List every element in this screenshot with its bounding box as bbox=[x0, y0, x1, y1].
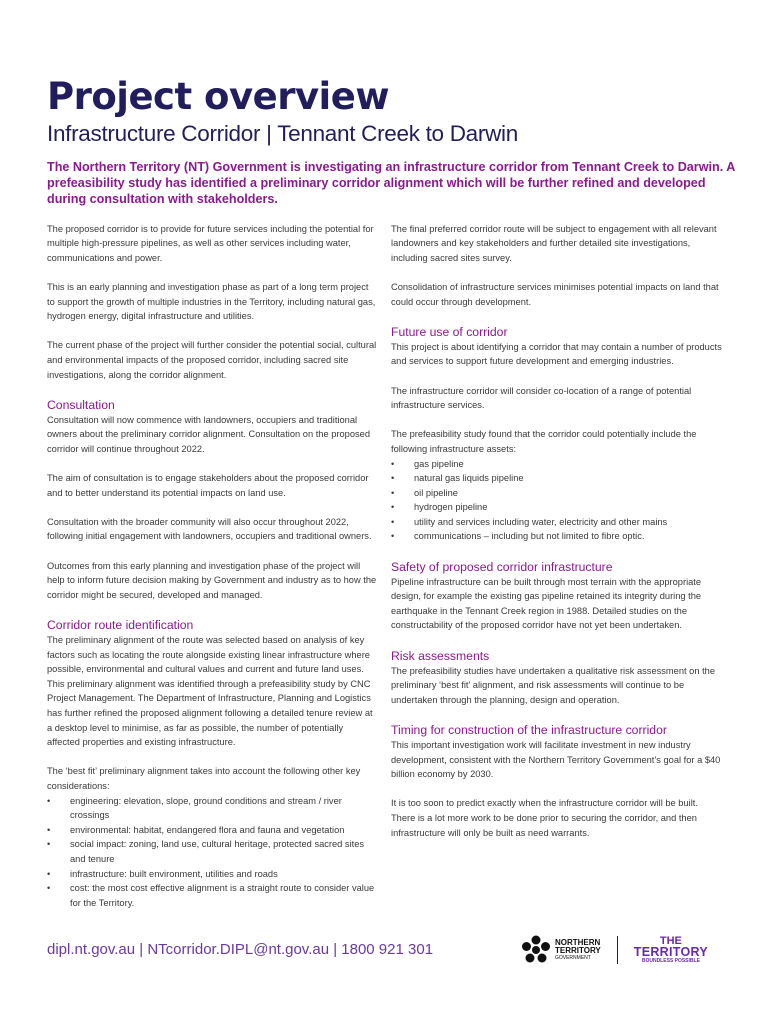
section-heading-risk: Risk assessments bbox=[391, 648, 490, 663]
paragraph: Consolidation of infrastructure services minimises potential impacts on land that could occur through development. bbox=[391, 281, 719, 307]
list-item: • hydrogen pipeline bbox=[391, 500, 723, 515]
territory-logo-line: THE bbox=[659, 934, 682, 947]
nt-government-logo bbox=[521, 935, 601, 965]
footer-contact[interactable]: dipl.nt.gov.au | NTcorridor.DIPL@nt.gov.au | 1800 921 301 bbox=[47, 941, 434, 959]
paragraph: This is an early planning and investigation phase as part of a long term project to support the growth of multiple industries in the Territory, including natural gas, hydrogen energy, digital infrastructure and utilities. bbox=[47, 281, 376, 322]
section-heading-safety: Safety of proposed corridor infrastructure bbox=[391, 559, 613, 574]
paragraph: Consultation with the broader community will also occur throughout 2022, following initial engagement with landowners, occupiers and traditional owners. bbox=[47, 516, 372, 542]
paragraph: The aim of consultation is to engage stakeholders about the proposed corridor and to better understand its potential impacts on land use. bbox=[47, 473, 369, 498]
section-heading-consultation: Consultation bbox=[47, 397, 115, 412]
paragraph: The ‘best fit’ preliminary alignment takes into account the following other key considerations: bbox=[47, 766, 361, 791]
section-heading-timing: Timing for construction of the infrastructure corridor bbox=[391, 723, 667, 738]
territory-logo-line: TERRITORY bbox=[633, 944, 708, 959]
section-heading-future-use: Future use of corridor bbox=[391, 324, 508, 339]
list-item: • social impact: zoning, land use, cultural heritage, protected sacred sites and tenure bbox=[47, 837, 377, 866]
footer bbox=[47, 935, 723, 965]
paragraph: This project is about identifying a corridor that may contain a number of products and services to support future development and emerging industries. bbox=[391, 341, 722, 367]
ntg-logo-line: GOVERNMENT bbox=[554, 954, 591, 961]
paragraph: The proposed corridor is to provide for future services including the potential for multiple high-pressure pipelines, as well as other services including water, communications and power. bbox=[47, 223, 374, 263]
paragraph: The preliminary alignment of the route was selected based on analysis of key factors such as locating the route alongside existing linear infrastructure where possible, environmental and cultural values and current and future land uses. This preliminary alignment was identified through a prefeasibility study by CNC Project Management. The Department of Infrastructure, Planning and Logistics has further refined the proposed alignment following a detailed tenure review at a desktop level to minimise, as far as possible, the number of potentially affected properties and existing infrastructure. bbox=[47, 635, 373, 748]
considerations-list bbox=[47, 794, 377, 911]
list-item: • natural gas liquids pipeline bbox=[391, 471, 723, 486]
paragraph: Consultation will now commence with landowners, occupiers and traditional owners about the preliminary corridor alignment. Consultation on the proposed corridor will continue throughout 2022. bbox=[47, 414, 370, 454]
paragraph: The current phase of the project will further consider the potential social, cultural and environmental impacts of the proposed corridor, including sacred site investigations, along the corridor alignment. bbox=[47, 340, 377, 380]
right-column bbox=[391, 222, 723, 855]
list-item: • infrastructure: built environment, utilities and roads bbox=[47, 867, 377, 882]
ntg-logo-line: TERRITORY bbox=[554, 945, 601, 955]
paragraph: This important investigation work will facilitate investment in new industry development, consistent with the Northern Territory Government’s goal for a $40 billion economy by 2030. bbox=[391, 740, 721, 780]
paragraph: The final preferred corridor route will be subject to engagement with all relevant landowners and key stakeholders and further detailed site investigations, including sacred sites survey. bbox=[391, 223, 717, 263]
logo-divider bbox=[617, 936, 618, 964]
paragraph: Outcomes from this early planning and investigation phase of the project will help to inform future decision making by Government and industry as to how the corridor might be secured, developed and managed. bbox=[47, 560, 377, 600]
paragraph: The infrastructure corridor will consider co-location of a range of potential infrastructure services. bbox=[391, 385, 692, 411]
list-item: • gas pipeline bbox=[391, 457, 723, 472]
list-item: • utility and services including water, electricity and other mains bbox=[391, 515, 723, 530]
footer-logos bbox=[521, 935, 708, 965]
list-item: • environmental: habitat, endangered flora and fauna and vegetation bbox=[47, 823, 377, 838]
content-columns bbox=[47, 222, 723, 925]
the-territory-logo bbox=[634, 936, 708, 964]
territory-logo-line: BOUNDLESS POSSIBLE bbox=[641, 957, 700, 964]
page-subtitle: Infrastructure Corridor | Tennant Creek to Darwin bbox=[47, 121, 518, 146]
list-item: • cost: the most cost effective alignment is a straight route to consider value for the Territory. bbox=[47, 881, 377, 910]
assets-list bbox=[391, 457, 723, 545]
lead-paragraph: The Northern Territory (NT) Government is investigating an infrastructure corridor from Tennant Creek to Darwin. A prefeasibility study has identified a preliminary corridor alignment which will be further refined and developed during consultation with stakeholders. bbox=[47, 160, 735, 207]
list-item: • communications – including but not limited to fibre optic. bbox=[391, 529, 723, 544]
paragraph: Pipeline infrastructure can be built through most terrain with the appropriate design, for example the existing gas pipeline retained its integrity during the earthquake in the Tennant Creek region in 1988. Detailed studies on the constructability of the proposed corridor have not yet been undertaken. bbox=[391, 576, 702, 631]
paragraph: It is too soon to predict exactly when the infrastructure corridor will be built. There is a lot more work to be done prior to securing the corridor, and then infrastructure will only be built as need warrants. bbox=[391, 798, 698, 838]
left-column bbox=[47, 222, 377, 925]
paragraph: The prefeasibility studies have undertaken a qualitative risk assessment on the preliminary ‘best fit’ alignment, and risk assessments will continue to be undertaken through the planning, design and operation. bbox=[391, 665, 716, 705]
ntg-logo-line: NORTHERN bbox=[554, 937, 601, 947]
paragraph: The prefeasibility study found that the corridor could potentially include the following infrastructure assets: bbox=[391, 429, 697, 454]
desert-rose-icon bbox=[521, 935, 551, 965]
page-title: Project overview bbox=[47, 75, 390, 118]
list-item: • oil pipeline bbox=[391, 486, 723, 501]
section-heading-route: Corridor route identification bbox=[47, 618, 194, 633]
list-item: • engineering: elevation, slope, ground conditions and stream / river crossings bbox=[47, 794, 377, 823]
